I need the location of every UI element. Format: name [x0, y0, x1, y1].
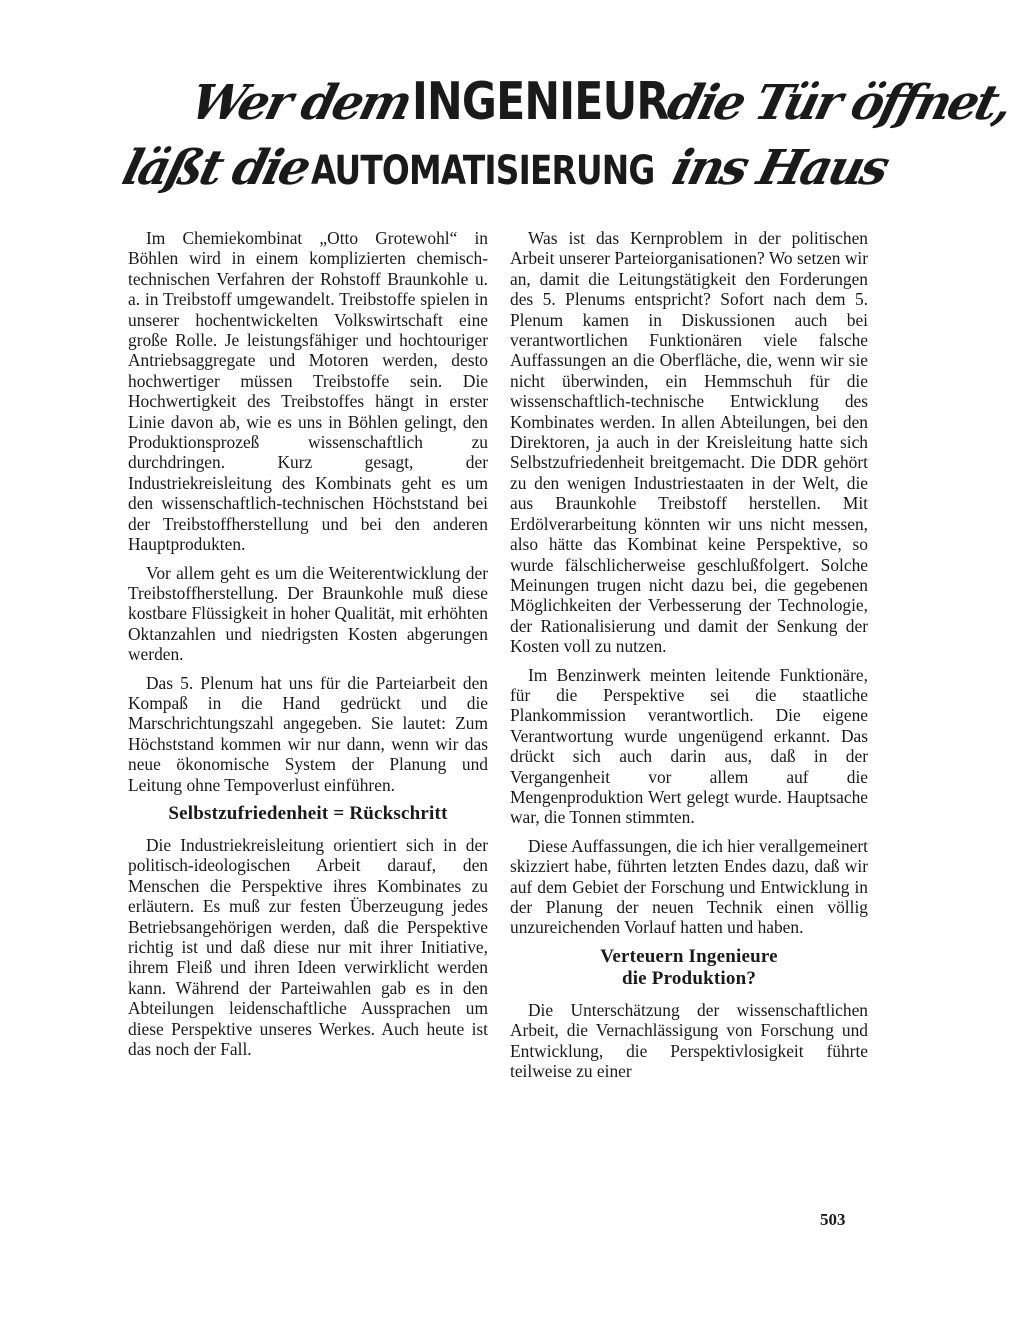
headline-line-1 — [185, 72, 1017, 132]
section-heading: Selbstzufriedenheit = Rückschritt — [168, 802, 448, 824]
section-heading — [510, 946, 868, 990]
right-column — [510, 228, 868, 1089]
paragraph: Die Industriekreisleitung orientiert sich in der politisch-ideologischen Arbeit darauf, den Menschen die Perspektive ihres Kombinates zu erläutern. Es muß zur festen Überzeugung jedes Betriebsangehörigen werden, daß die Perspektive richtig ist und daß diese nur mit ihrer Initiative, ihrem Fleiß und ihren Ideen verwirklicht werden kann. Während der Parteiwahlen gab es in den Abteilungen leidenschaftliche Aussprachen um diese Perspektive unseres Werkes. Auch heute ist das noch der Fall. — [128, 834, 488, 1060]
headline-script-2a: läßt die — [117, 140, 315, 196]
section-heading-line-1: Verteuern Ingenieure — [600, 945, 778, 967]
headline-block-2: AUTOMATISIERUNG — [311, 148, 655, 194]
paragraph: Was ist das Kernproblem in der politischen Arbeit unserer Parteiorganisationen? Wo setzen wir an, damit die Leitungstätigkeit den Forderungen des 5. Plenums entspricht? Sofort nach dem 5. Plenum kamen in Diskussionen auch bei verantwortlichen Funktionären viele falsche Auffassungen an die Oberfläche, die, wenn wir sie nicht überwinden, ein Hemmschuh für die wissenschaftlich-technische Entwicklung des Kombinates werden. In allen Abteilungen, bei den Direktoren, ja auch in der Kreisleitung hatte sich Selbstzufriedenheit breitgemacht. Die DDR gehört zu den wenigen Industriestaaten in der Welt, die aus Braunkohle Treibstoff herstellen. Mit Erdölverarbeitung könnten wir uns nicht messen, also hätte das Kombinat keine Perspektive, so wurde fälschlicherweise geschlußfolgert. Solche Meinungen trugen nicht dazu bei, die gegebenen Möglichkeiten der Verbesserung der Technologie, der Rationalisierung und damit der Senkung der Kosten voll zu nutzen. — [510, 228, 868, 657]
left-column — [128, 228, 488, 1067]
section-heading-line-2: die Produktion? — [621, 967, 757, 989]
headline — [117, 66, 1017, 206]
headline-block-1: INGENIEUR — [412, 72, 669, 132]
page-number: 503 — [820, 1210, 846, 1229]
headline-script-1a: Wer dem — [185, 75, 416, 131]
paragraph: Das 5. Plenum hat uns für die Parteiarbeit den Kompaß in die Hand gedrückt und die Marschrichtungszahl angegeben. Sie lautet: Zum Höchststand kommen wir nur dann, wenn wir das neue ökonomische System der Planung und Leitung ohne Tempoverlust einführen. — [128, 672, 488, 795]
paragraph: Die Unterschätzung der wissenschaftlichen Arbeit, die Vernachlässigung von Forschung und Entwicklung, die Perspektivlosigkeit führte teilweise zu einer — [510, 999, 868, 1082]
headline-script-2b: ins Haus — [666, 140, 893, 196]
paragraph: Diese Auffassungen, die ich hier verallgemeinert skizziert habe, führten letzten Endes dazu, daß wir auf dem Gebiet der Forschung und Entwicklung in der Planung der neuen Technik einen völlig unzureichenden Vorlauf hatten und haben. — [510, 835, 868, 938]
paragraph: Vor allem geht es um die Weiterentwicklung der Treibstoffherstellung. Der Braunkohle muß diese kostbare Flüssigkeit in hoher Qualität, mit erhöhten Oktanzahlen und niedrigsten Kosten abgerungen werden. — [128, 562, 488, 665]
paragraph: Im Benzinwerk meinten leitende Funktionäre, für die Perspektive sei die staatliche Plankommission verantwortlich. Die eigene Verantwortung wurde ungenügend erkannt. Das drückt sich auch darin aus, daß in der Vergangenheit vor allem auf die Mengenproduktion Wert gelegt wurde. Hauptsache war, die Tonnen stimmten. — [510, 664, 868, 828]
paragraph: Im Chemiekombinat „Otto Grotewohl“ in Böhlen wird in einem komplizierten chemisch-technischen Verfahren der Rohstoff Braunkohle u. a. in Treibstoff umgewandelt. Treibstoffe spielen in unserer hochentwickelten Volkswirtschaft eine große Rolle. Je leistungsfähiger und hochtouriger Antriebsaggregate und Motoren werden, desto hochwertiger müssen Treibstoffe sein. Die Hochwertigkeit des Treibstoffes hängt in erster Linie davon ab, wie es uns in Böhlen gelingt, den Produktionsprozeß wissenschaftlich zu durchdringen. Kurz gesagt, der Industriekreisleitung des Kombinats geht es um den wissenschaftlich-technischen Höchststand bei der Treibstoffherstellung und bei den anderen Hauptprodukten. — [128, 228, 488, 555]
headline-script-1b: die Tür öffnet, — [662, 75, 1017, 131]
headline-line-2 — [117, 140, 893, 196]
